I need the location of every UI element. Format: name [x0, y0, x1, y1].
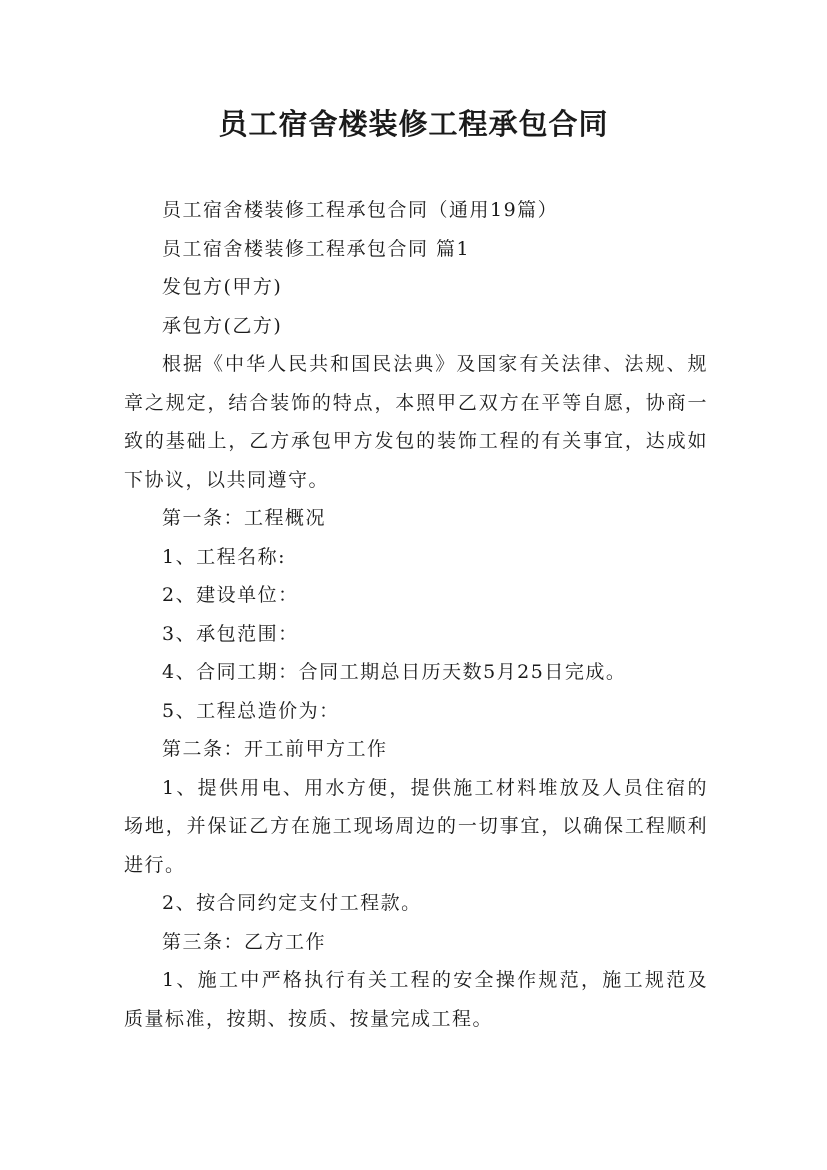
paragraph-party-b: 承包方(乙方): [162, 314, 283, 337]
paragraph-article-3-heading: 第三条：乙方工作: [162, 930, 327, 953]
paragraph-total-cost: 5、工程总造价为：: [162, 699, 340, 722]
paragraph-scope: 3、承包范围：: [162, 622, 299, 645]
paragraph-article-2-heading: 第二条：开工前甲方工作: [162, 738, 388, 760]
paragraph-party-a: 发包方(甲方): [162, 276, 283, 298]
paragraph-construction-unit: 2、建设单位：: [162, 584, 299, 606]
paragraph-preamble: 根据《中华人民共和国民法典》及国家有关法律、法规、规章之规定，结合装饰的特点，本照甲乙双方在平等自愿，协商一致的基础上，乙方承包甲方发包的装饰工程的有关事宜，达成如下协议，以共同遵守。: [124, 353, 708, 491]
paragraph-party-b-duty-1: 1、施工中严格执行有关工程的安全操作规范，施工规范及质量标准，按期、按质、按量完成工程。: [124, 969, 708, 1030]
paragraph-contract-heading: 员工宿舍楼装修工程承包合同（通用19篇）: [162, 199, 559, 221]
paragraph-project-name: 1、工程名称:: [162, 545, 286, 568]
document-body: [124, 191, 708, 1038]
paragraph-article-1-heading: 第一条：工程概况: [162, 507, 327, 529]
paragraph-chapter-1: 员工宿舍楼装修工程承包合同 篇1: [162, 237, 471, 260]
paragraph-party-a-duty-1: 1、提供用电、用水方便，提供施工材料堆放及人员住宿的场地，并保证乙方在施工现场周边的一切事宜，以确保工程顺利进行。: [124, 776, 708, 876]
document-title: 员工宿舍楼装修工程承包合同: [218, 107, 609, 141]
paragraph-duration: 4、合同工期：合同工期总日历天数5月25日完成。: [162, 661, 627, 683]
paragraph-party-a-duty-2: 2、按合同约定支付工程款。: [162, 892, 422, 914]
